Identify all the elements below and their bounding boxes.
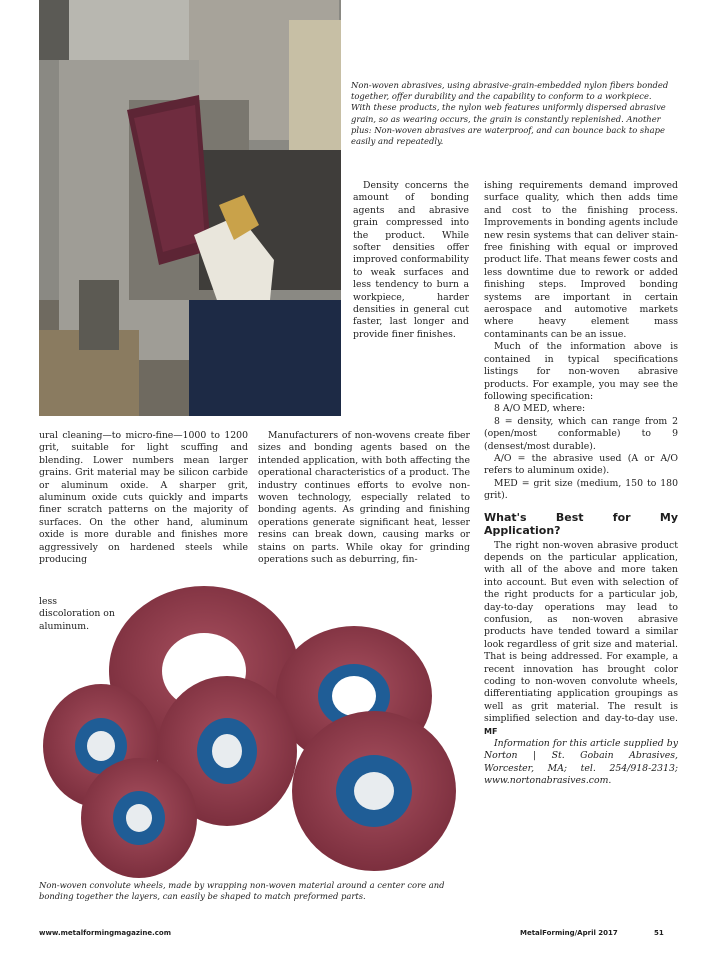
column-1-text: [39, 430, 248, 566]
article-credit: Information for this article supplied by Norton | St. Gobain Abrasives, Worcester, MA; tel. 254/918-2313; www.nortonabrasives.com.: [484, 738, 678, 787]
application-paragraph: [484, 540, 678, 739]
footer-url: www.metalformingmagazine.com: [39, 929, 171, 937]
spec-line: 8 A/O MED, where:: [494, 403, 586, 415]
wheels-photo-caption: Non-woven convolute wheels, made by wrapping non-woven material around a center core and bonding together the layers, can easily be shaped to match preformed parts.: [39, 880, 445, 902]
manufacturers-paragraph: Manufacturers of non-wovens create fiber sizes and bonding agents based on the intended application, with both affecting the operational characteristics of a product. The industry continues efforts to evolve non-woven technology, especially related to bonding agents. As grinding and finishing operations generate significant heat, lesser resins can break down, causing marks or stains on parts. While okay for grinding operations such as deburring, fin-: [258, 430, 470, 566]
grit-paragraph-end: less discoloration on aluminum.: [39, 596, 115, 632]
top-photo-illustration: [39, 0, 341, 416]
column-2-top-text: [353, 180, 469, 341]
column-3-text: [484, 180, 678, 788]
top-photo: [39, 0, 341, 416]
spec-grit: MED = grit size (medium, 150 to 180 grit).: [484, 477, 678, 502]
column-2-mid-text: [258, 430, 470, 566]
finishing-paragraph: ishing requirements demand improved surface quality, which then adds time and cost to the finishing process. Improvements in bonding agents include new resin systems that can deliver stain-free finishing with equal or improved product life. That means fewer costs and less downtime due to rework or added finishing steps. Improved bonding systems are important in certain aerospace and automotive markets where heavy element mass contaminants can be an issue.: [484, 180, 678, 340]
footer-issue: MetalForming/April 2017: [520, 929, 618, 937]
specification-intro: Much of the information above is contained in typical specifications listings for non-woven abrasive products. For example, you may see the following specification:: [484, 341, 678, 402]
application-text: The right non-woven abrasive product depends on the particular application, with all of the above and more taken into account. But even with selection of the right products for a particular job, day-to-day operations may lead to confusion, as non-woven abrasive products have tended toward a similar look regardless of grit size and material. That is being addressed. For example, a recent innovation has brought color coding to non-woven convolute wheels, differentiating application groupings as well as grit material. The result is simplified selection and day-to-day use.: [484, 539, 678, 725]
wheels-illustration: [39, 586, 459, 878]
end-mark: MF: [484, 726, 498, 736]
section-heading: What's Best for My Application?: [484, 510, 678, 537]
page-number: 51: [654, 929, 664, 937]
wheels-photo: [39, 586, 459, 878]
spec-abrasive: A/O = the abrasive used (A or A/O refers to aluminum oxide).: [484, 452, 678, 477]
spec-density: 8 = density, which can range from 2 (open/most conformable) to 9 (densest/most durable).: [484, 415, 678, 452]
density-paragraph: Density concerns the amount of bonding agents and abrasive grain compressed into the product. While softer densities offer improved conformability to weak surfaces and less tendency to burn a workpiece, harder densities in general cut faster, last longer and provide finer finishes.: [353, 180, 469, 340]
grit-paragraph: ural cleaning—to micro-fine—1000 to 1200 grit, suitable for light scuffing and blending. Lower numbers mean larger grains. Grit material may be silicon carbide or aluminum oxide. A sharper grit, aluminum oxide cuts quickly and imparts finer scratch patterns on the majority of surfaces. On the other hand, aluminum oxide is more durable and finishes more aggressively on hardened steels while producing: [39, 430, 248, 566]
top-photo-caption: Non-woven abrasives, using abrasive-grain-embedded nylon fibers bonded together, offer durability and the capability to conform to a workpiece. With these products, the nylon web features uniformly dispersed abrasive grain, so as wearing occurs, the grain is constantly replenished. Another plus: Non-woven abrasives are waterproof, and can bounce back to shape easily and repeatedly.: [351, 80, 669, 147]
